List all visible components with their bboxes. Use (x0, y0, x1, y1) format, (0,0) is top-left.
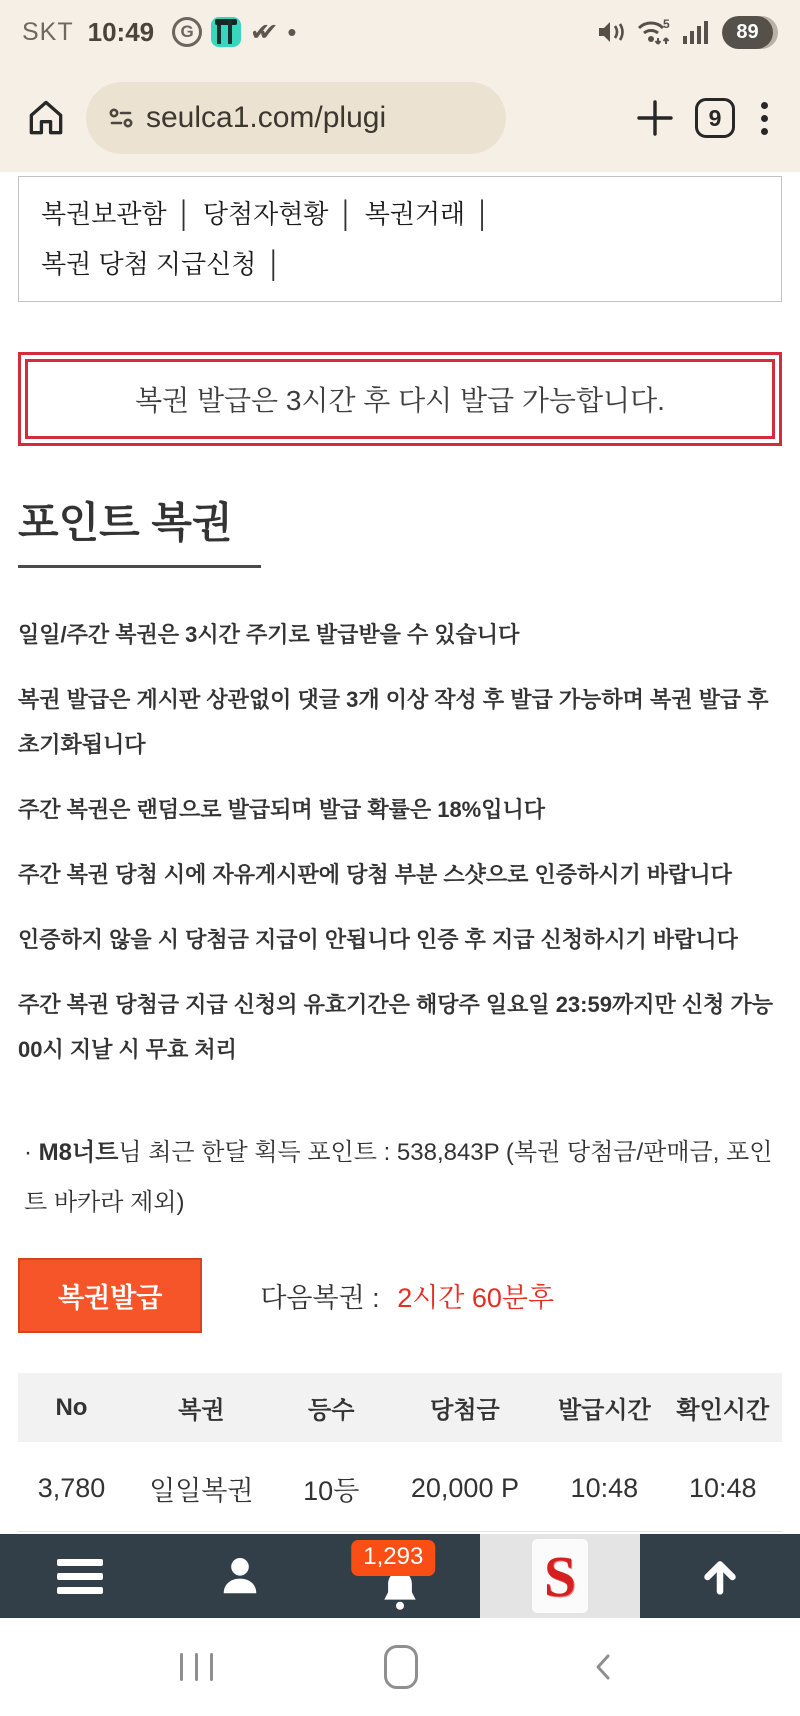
android-home-icon[interactable] (384, 1645, 418, 1689)
recent-apps-icon[interactable] (180, 1653, 213, 1681)
col-lottery: 복권 (125, 1373, 278, 1442)
signal-strength-icon (682, 18, 712, 46)
nav-link-winners[interactable]: 당첨자현황 (202, 199, 329, 229)
scroll-to-top-button[interactable] (640, 1534, 800, 1618)
cell-no: 3,780 (18, 1442, 125, 1532)
lottery-nav-links (18, 176, 782, 302)
notice-text: 복권 발급은 3시간 후 다시 발급 가능합니다. (25, 359, 775, 439)
issue-row (18, 1258, 782, 1333)
nav-separator: │ (266, 249, 283, 279)
system-status-icons (596, 16, 778, 49)
status-bar (0, 0, 800, 64)
site-bottom-bar (0, 1534, 800, 1618)
url-text: seulca1.com/plugi (146, 101, 387, 134)
rule-paragraph: 복권 발급은 게시판 상관없이 댓글 3개 이상 작성 후 발급 가능하며 복권 발급 후 초기화됩니다 (18, 687, 769, 757)
user-points-summary (18, 1128, 782, 1228)
cell-issued-time: 10:48 (545, 1442, 663, 1532)
person-icon (217, 1553, 263, 1599)
battery-percent: 89 (722, 16, 773, 49)
rule-paragraph: 일일/주간 복권은 3시간 주기로 발급받을 수 있습니다 (18, 622, 520, 647)
nav-separator: │ (338, 199, 355, 229)
hamburger-icon (57, 1559, 103, 1594)
nav-link-payment-request[interactable]: 복권 당첨 지급신청 (41, 249, 257, 279)
cell-rank: 10등 (278, 1442, 385, 1532)
notification-count-badge: 1,293 (351, 1540, 435, 1576)
g-app-icon: G (172, 17, 202, 47)
android-navigation-bar (0, 1618, 800, 1716)
next-lottery-label: 다음복권 : (260, 1283, 380, 1313)
rule-paragraph: 주간 복권은 랜덤으로 발급되며 발급 확률은 18%입니다 (18, 797, 545, 822)
table-row (18, 1442, 782, 1532)
rule-paragraph: 주간 복권 당첨금 지급 신청의 유효기간은 해당주 일요일 23:59까지만 신청 가능 00시 지날 시 무효 처리 (18, 992, 773, 1062)
cell-checked-time: 10:48 (664, 1442, 782, 1532)
double-check-icon: ✔✔ (250, 18, 267, 46)
carrier-label: SKT (22, 17, 74, 46)
address-bar[interactable] (86, 82, 506, 154)
clock: 10:49 (87, 16, 155, 47)
svg-text:5: 5 (663, 17, 670, 31)
issue-cooldown-notice (18, 352, 782, 446)
browser-menu-icon[interactable] (753, 98, 776, 139)
site-settings-icon[interactable] (108, 105, 134, 131)
page-content (0, 172, 800, 1621)
cell-lottery: 일일복권 (125, 1442, 278, 1532)
browser-toolbar (0, 64, 800, 172)
nav-link-trade[interactable]: 복권거래 (364, 199, 466, 229)
col-rank: 등수 (278, 1373, 385, 1442)
next-lottery-info (260, 1276, 554, 1315)
cell-prize: 20,000 P (385, 1442, 545, 1532)
rule-paragraph: 인증하지 않을 시 당첨금 지급이 안됩니다 인증 후 지급 신청하시기 바랍니다 (18, 927, 738, 952)
next-lottery-countdown: 2시간 60분후 (397, 1283, 555, 1313)
battery-indicator (722, 16, 778, 49)
col-checked-time: 확인시간 (664, 1373, 782, 1442)
site-logo: S (532, 1539, 588, 1613)
notification-dot-icon: • (287, 16, 297, 47)
col-no: No (18, 1373, 125, 1442)
up-arrow-icon (697, 1553, 743, 1599)
nav-link-storage[interactable]: 복권보관함 (41, 199, 167, 229)
username: M8너트 (38, 1139, 119, 1166)
wifi-5g-icon (636, 16, 672, 48)
new-tab-icon[interactable] (633, 96, 677, 140)
nav-separator: │ (475, 199, 492, 229)
notifications-button[interactable] (320, 1534, 480, 1618)
rule-paragraph: 주간 복권 당첨 시에 자유게시판에 당첨 부분 스샷으로 인증하시기 바랍니다 (18, 862, 732, 887)
mute-vibrate-icon (596, 17, 626, 47)
points-text: 님 최근 한달 획득 포인트 : 538,843P (복권 당첨금/판매금, 포인트 바카라 제외) (24, 1139, 773, 1216)
table-header-row (18, 1373, 782, 1442)
profile-button[interactable] (160, 1534, 320, 1618)
menu-button[interactable] (0, 1534, 160, 1618)
col-prize: 당첨금 (385, 1373, 545, 1442)
page-title: 포인트 복권 (18, 490, 261, 568)
nav-separator: │ (176, 199, 193, 229)
site-logo-button[interactable] (480, 1534, 640, 1618)
notification-icons (172, 17, 296, 48)
issue-lottery-button[interactable]: 복권발급 (18, 1258, 202, 1333)
col-issued-time: 발급시간 (545, 1373, 663, 1442)
tab-switcher-button[interactable]: 9 (695, 98, 735, 138)
home-icon[interactable] (24, 96, 68, 140)
bullet: · (24, 1139, 32, 1166)
android-back-icon[interactable] (588, 1651, 620, 1683)
teal-app-icon (211, 17, 241, 47)
